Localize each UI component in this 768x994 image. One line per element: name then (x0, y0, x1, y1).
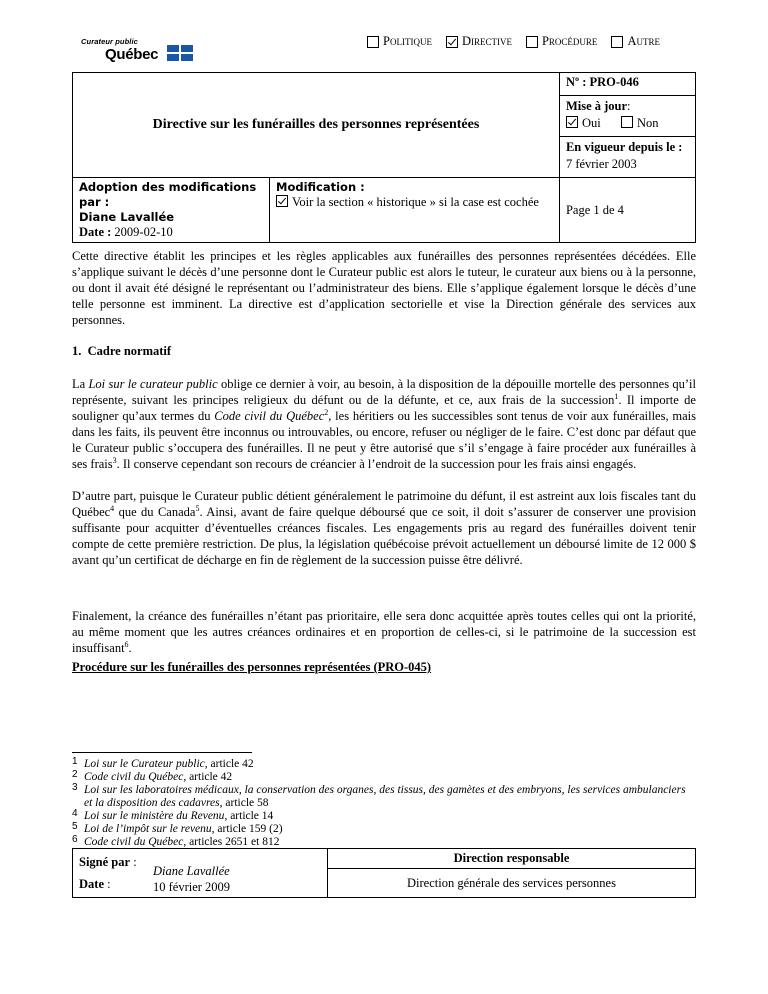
category-politique[interactable]: Politique (367, 34, 432, 49)
update-yes: Oui (581, 116, 601, 130)
update-cell: Mise à jour: Oui Non (559, 96, 695, 137)
adoption-name: Diane Lavallée (79, 210, 175, 224)
checked-checkbox-icon (566, 116, 578, 128)
category-procedure[interactable]: Procédure (526, 34, 597, 49)
footnote: 1 Loi sur le Curateur public, article 42 (72, 756, 254, 770)
signature-table (72, 848, 696, 898)
page-number: Page 1 de 4 (559, 178, 695, 243)
effective-date-cell: En vigueur depuis le : 7 février 2003 (559, 137, 695, 178)
category-directive[interactable]: Directive (446, 34, 512, 49)
logo-line1: Curateur public (81, 37, 138, 46)
document-number-cell: Nº : PRO-046 (559, 73, 695, 96)
paragraph-cadre-1: La Loi sur le curateur public oblige ce dernier à voir, au besoin, à la disposition de la dépouille mortelle des personnes qu’il représente, suivant les principes religieux du défunt ou de la défunte, et ce, aux frais de la succession$^1$. Il importe de souligner qu’aux termes du Code civil du Québec$^2$, les héritiers ou les successibles sont tenus de voir aux funérailles, mais dans les faits, ils peuvent être inconnus ou introuvables, ou encore, refuser ou négliger de le faire. C’est donc par défaut que le Curateur public s’occupera des funérailles. Il ne peut y être autorisé que s’il s’engage à faire procéder aux funérailles à ses frais$^3$. Il conserve cependant son recours de créancier à l’endroit de la succession pour les frais ainsi engagés. (72, 377, 696, 471)
logo-line2: Québec (105, 46, 159, 63)
checkbox-icon (611, 36, 623, 48)
signed-date: 10 février 2009 (153, 880, 231, 894)
paragraph-cadre-3: Finalement, la créance des funérailles n’étant pas prioritaire, elle sera donc acquittée après toutes celles qui ont la priorité, au même moment que les autres créances ordinaires et en proportion de celles-ci, si le patrimoine de la succession est insuffisant$^6$. (72, 609, 696, 655)
document-category-checkboxes (367, 34, 660, 49)
checked-checkbox-icon (276, 195, 288, 207)
checked-checkbox-icon (446, 36, 458, 48)
adoption-date: 2009-02-10 (114, 225, 173, 239)
footnote: 2 Code civil du Québec, article 42 (72, 769, 233, 783)
paragraph-cadre-2: D’autre part, puisque le Curateur public détient généralement le patrimoine du défunt, il est astreint aux lois fiscales tant du Québec$^4$ que du Canada$^5$. Ainsi, avant de faire quelque déboursé que ce soit, il doit s’assurer de conserver une provision suffisante pour acquitter d’éventuelles créances fiscales. Les engagements pris au regard des funérailles doivent tenir compte de cette première restriction. De plus, la législation québécoise prévoit actuellement un déboursé limite de 12 000 $ avant qu’un certificat de décharge en fin de règlement de la succession puisse être délivré. (72, 489, 697, 567)
footnote-separator (72, 752, 252, 753)
procedure-link[interactable]: Procédure sur les funérailles des personnes représentées (PRO-045) (72, 660, 432, 674)
modification-cell: Modification : Voir la section « historique » si la case est cochée (270, 178, 560, 243)
footnote: 3 Loi sur les laboratoires médicaux, la conservation des organes, des tissus, des gamètes et des embryons, les services ambulanciers et la disposition des cadavres, article 58 (72, 782, 686, 809)
direction-label: Direction responsable (328, 849, 696, 869)
category-autre[interactable]: Autre (611, 34, 660, 49)
footnotes (72, 758, 696, 849)
document-header-table (72, 72, 696, 243)
document-number: PRO-046 (589, 75, 639, 89)
footnote: 5 Loi de l’impôt sur le revenu, article 159 (2) (72, 821, 283, 835)
quebec-flag-icon (167, 45, 193, 61)
document-title: Directive sur les funérailles des personnes représentées (73, 73, 560, 178)
signature-values (147, 849, 328, 898)
signature-labels: Signé par : Date : (73, 849, 148, 898)
checkbox-icon (621, 116, 633, 128)
footnote: 4 Loi sur le ministère du Revenu, article 14 (72, 808, 274, 822)
adoption-cell: Adoption des modifications par : Diane Lavallée Date : 2009-02-10 (73, 178, 270, 243)
checkbox-icon (367, 36, 379, 48)
checkbox-icon (526, 36, 538, 48)
effective-date: 7 février 2003 (565, 157, 637, 171)
intro-paragraph: Cette directive établit les principes et les règles applicables aux funérailles des personnes représentées décédées. Elle s’applique suivant le décès d’une personne dont le Curateur public est alors le tuteur, le curateur aux biens ou à la personne, ou dont il avait été désigné le représentant ou l’administrateur des biens. Elle s’applique également lorsque le décès d’une telle personne est imminent. La directive est d’application sectorielle et vise la Direction générale des services aux personnes. (72, 249, 696, 327)
signed-name: Diane Lavallée (153, 864, 230, 878)
footnote: 6 Code civil du Québec, articles 2651 et 812 (72, 834, 280, 848)
curateur-public-logo (79, 37, 199, 67)
section-heading: 1. Cadre normatif (72, 344, 172, 358)
direction-value: Direction générale des services personnes (328, 869, 696, 898)
update-no: Non (636, 116, 659, 130)
